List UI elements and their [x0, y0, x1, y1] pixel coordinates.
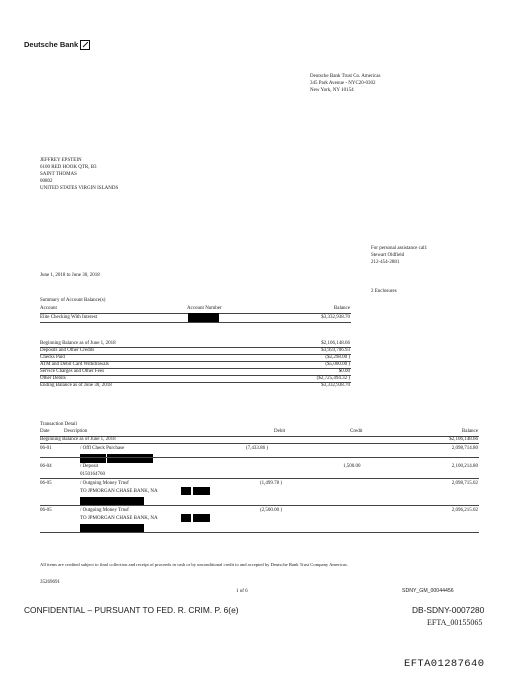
- transaction-description: / Deposit: [80, 464, 99, 469]
- transaction-row-rule: [40, 532, 479, 533]
- transaction-debit: (7,433.86 ): [246, 446, 269, 451]
- transaction-description: / Outgoing Money Trnsf: [80, 508, 129, 513]
- bank-logo: [24, 40, 90, 50]
- transaction-balance: 2,098,715.02: [451, 481, 478, 486]
- assistance-line: 212-454-2881: [371, 260, 400, 265]
- summary-col-number: Account Number: [187, 306, 222, 311]
- balance-label: ATM and Debit Card Withdrawals: [40, 362, 109, 367]
- balance-value: ($2,725,494.32 ): [316, 376, 350, 381]
- bank-logo-text: Deutsche Bank: [24, 40, 79, 49]
- enclosures: 2 Enclosures: [371, 289, 397, 294]
- redacted-block: [80, 524, 144, 532]
- statement-period: June 1, 2018 to June 30, 2018: [40, 273, 100, 278]
- customer-address-line: SAINT THOMAS: [40, 172, 77, 177]
- summary-heading: Summary of Account Balance(s): [40, 298, 106, 303]
- redacted-account-number: [188, 313, 219, 322]
- assistance-line: Stewart Oldfield: [371, 253, 405, 258]
- customer-address-line: 00802: [40, 179, 53, 184]
- summary-col-account: Account: [40, 306, 57, 311]
- summary-account-balance: $3,332,938.70: [321, 315, 350, 320]
- transaction-col-balance: Balance: [461, 429, 478, 434]
- assistance-line: For personal assistance call:: [371, 246, 428, 251]
- transaction-row-rule: [40, 478, 479, 479]
- balance-value: ($2,298.00 ): [325, 355, 350, 360]
- reference-number: 35269691: [40, 580, 60, 585]
- transaction-balance: 2,100,214.80: [451, 464, 478, 469]
- confidential-notice: CONFIDENTIAL – PURSUANT TO FED. R. CRIM. P. 6(e): [24, 605, 239, 615]
- transaction-row-rule: [40, 443, 479, 444]
- transaction-sub: 0150164760: [80, 472, 105, 477]
- transaction-description: / Offl Check Purchase: [80, 446, 125, 451]
- transaction-date: 06-05: [40, 508, 52, 513]
- bank-address: [310, 73, 380, 94]
- balance-label: Ending Balance as of June 30, 2018: [40, 383, 112, 388]
- bank-address-line: New York, NY 10154: [310, 88, 354, 93]
- transaction-col-credit: Credit: [350, 429, 363, 434]
- balance-label: Service Charges and Other Fees: [40, 369, 105, 374]
- transaction-credit: 1,500.00: [343, 464, 361, 469]
- redacted-block: [181, 514, 191, 522]
- transaction-sub: TO JPMORGAN CHASE BANK, NA: [80, 516, 158, 521]
- assistance-block: [371, 245, 427, 266]
- redacted-block: [181, 487, 191, 495]
- efta-large-number: EFTA01287640: [404, 658, 485, 670]
- balance-value: $0.00: [338, 369, 350, 374]
- balance-value: ($5,000.00 ): [325, 362, 350, 367]
- balance-value: $2,106,148.66: [321, 341, 350, 346]
- db-sdny-number: DB-SDNY-0007280: [412, 605, 485, 615]
- transaction-date: 06-01: [40, 446, 52, 451]
- disclaimer: All items are credited subject to final collection and receipt of proceeds in cash or by unconditional credit to and accepted by Deutsche Bank Trust Company Americas.: [40, 562, 348, 567]
- transaction-date: 06-04: [40, 464, 52, 469]
- transaction-debit: (1,499.78 ): [260, 481, 283, 486]
- transaction-balance: 2,096,215.02: [451, 508, 478, 513]
- summary-account-name: Elite Checking With Interest: [40, 315, 98, 320]
- transaction-heading: Transaction Detail: [40, 422, 77, 427]
- customer-address-line: 6100 RED HOOK QTR, B3: [40, 165, 97, 170]
- transaction-row-rule: [40, 457, 479, 458]
- customer-address-line: JEFFREY EPSTEIN: [40, 158, 82, 163]
- page-number: 1 of 6: [236, 589, 248, 594]
- transaction-col-date: Date: [40, 429, 50, 434]
- transaction-date: 06-05: [40, 481, 52, 486]
- balance-label: Beginning Balance as of June 1, 2018: [40, 341, 116, 346]
- customer-address: [40, 157, 118, 192]
- balance-label: Other Debits: [40, 376, 66, 381]
- transaction-debit: (2,500.00 ): [260, 508, 283, 513]
- summary-row-rule: [40, 322, 351, 323]
- sdny-gm-number: SDNY_GM_00044456: [402, 588, 454, 594]
- customer-address-line: UNITED STATES VIRGIN ISLANDS: [40, 186, 119, 191]
- redacted-block: [107, 454, 153, 463]
- transaction-col-description: Description: [64, 429, 88, 434]
- balance-value: $3,332,938.70: [321, 383, 350, 388]
- bank-address-line: 345 Park Avenue - NYC20-0302: [310, 81, 376, 86]
- transaction-beginning-balance: $2,106,148.66: [449, 437, 478, 442]
- redacted-block: [80, 497, 144, 505]
- transaction-row-rule: [40, 505, 479, 506]
- bank-address-line: Deutsche Bank Trust Co. Americas: [310, 74, 381, 79]
- summary-col-balance: Balance: [333, 306, 350, 311]
- balance-value: $3,959,706.93: [321, 348, 350, 353]
- redacted-block: [80, 454, 106, 463]
- transaction-description: / Outgoing Money Trnsf: [80, 481, 129, 486]
- balance-label: Checks Paid: [40, 355, 65, 360]
- redacted-block: [193, 487, 210, 495]
- balance-label: Deposits and Other Credits: [40, 348, 95, 353]
- transaction-sub: TO JPMORGAN CHASE BANK, NA: [80, 489, 158, 494]
- efta-small-number: EFTA_00155065: [427, 618, 483, 627]
- redacted-block: [193, 514, 210, 522]
- transaction-balance: 2,098,714.80: [451, 446, 478, 451]
- transaction-beginning-label: Beginning Balance as of June 1, 2018: [40, 437, 116, 442]
- bank-logo-icon: [80, 40, 90, 50]
- transaction-col-debit: Debit: [274, 429, 286, 434]
